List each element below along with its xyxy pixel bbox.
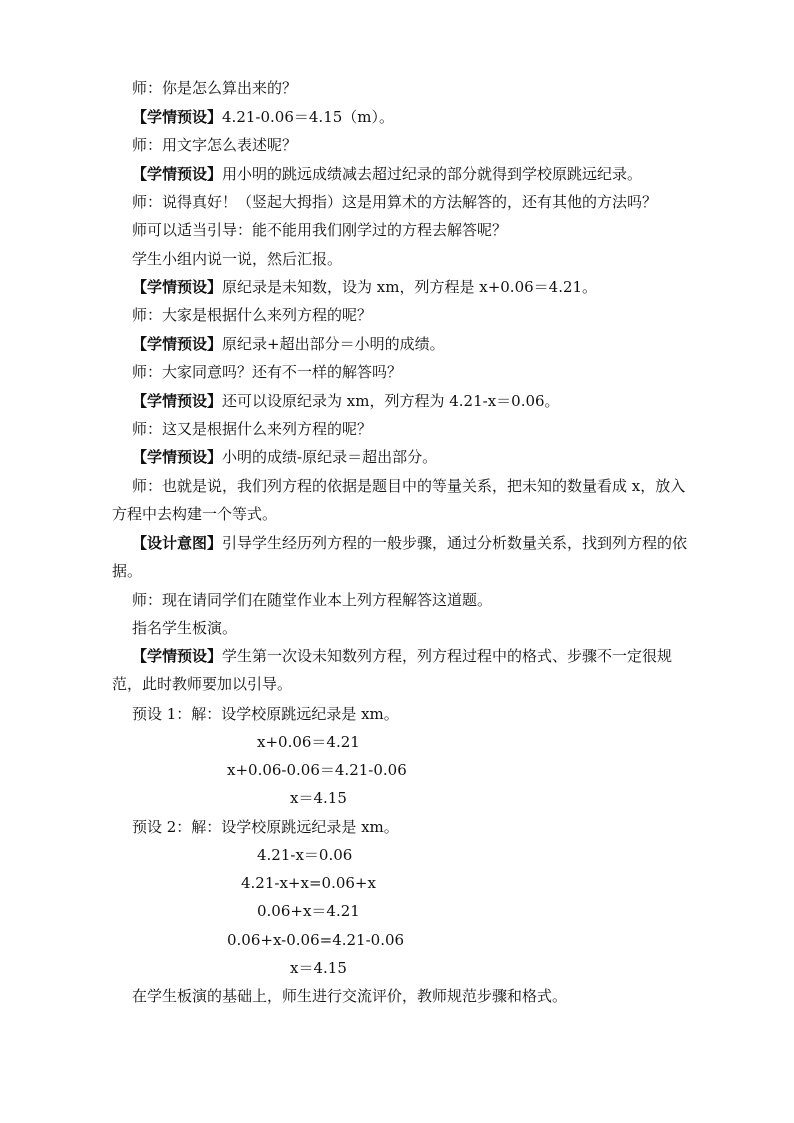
text-line: 预设 2：解：设学校原跳远纪录是 xm。 bbox=[132, 818, 399, 836]
line-text: 引导学生经历列方程的一般步骤，通过分析数量关系，找到列方程的依据。 bbox=[112, 534, 688, 581]
equation-step: x＝4.15 bbox=[290, 789, 347, 807]
text-line: 师：用文字怎么表述呢？ bbox=[132, 136, 298, 154]
text-line bbox=[132, 333, 692, 355]
text-line: 师：说得真好！（竖起大拇指）这是用算术的方法解答的，还有其他的方法吗？ bbox=[132, 193, 658, 211]
tag-preset: 【学情预设】 bbox=[132, 647, 223, 665]
text-line: 预设 1：解：设学校原跳远纪录是 xm。 bbox=[132, 705, 399, 723]
text-line: 指名学生板演。 bbox=[132, 619, 238, 637]
line-text: 还可以设原纪录为 xm，列方程为 4.21-x＝0.06。 bbox=[222, 392, 560, 410]
tag-preset: 【学情预设】 bbox=[132, 335, 223, 353]
text-paragraph: 师：也就是说，我们列方程的依据是题目中的等量关系，把未知的数量看成 x，放入方程中去构建一个等式。 bbox=[112, 477, 686, 524]
equation-step: x+0.06-0.06＝4.21-0.06 bbox=[227, 761, 407, 779]
line-text: 学生第一次设未知数列方程，列方程过程中的格式、步骤不一定很规范，此时教师要加以引导。 bbox=[112, 647, 673, 694]
text-line bbox=[132, 163, 692, 185]
line-text: 用小明的跳远成绩减去超过纪录的部分就得到学校原跳远纪录。 bbox=[222, 165, 643, 183]
line-text: 4.21-0.06＝4.15（m）。 bbox=[222, 108, 395, 126]
text-line bbox=[132, 276, 692, 298]
equation-step: 4.21-x＝0.06 bbox=[257, 846, 353, 864]
tag-preset: 【学情预设】 bbox=[132, 165, 223, 183]
text-line: 师：你是怎么算出来的？ bbox=[132, 79, 298, 97]
text-line: 师可以适当引导：能不能用我们刚学过的方程去解答呢？ bbox=[132, 221, 508, 239]
equation-step: x+0.06＝4.21 bbox=[257, 733, 360, 751]
equation-step: 4.21-x+x=0.06+x bbox=[241, 874, 376, 892]
tag-preset: 【学情预设】 bbox=[132, 278, 223, 296]
equation-step: 0.06+x＝4.21 bbox=[257, 902, 360, 920]
text-line: 师：现在请同学们在随堂作业本上列方程解答这道题。 bbox=[132, 591, 493, 609]
text-line: 师：这又是根据什么来列方程的呢？ bbox=[132, 420, 373, 438]
tag-preset: 【学情预设】 bbox=[132, 448, 223, 466]
text-line: 师：大家同意吗？还有不一样的解答吗？ bbox=[132, 363, 403, 381]
text-line bbox=[132, 446, 692, 468]
text-line bbox=[132, 106, 692, 128]
line-text: 原纪录是未知数，设为 xm，列方程是 x+0.06＝4.21。 bbox=[222, 278, 598, 296]
tag-design: 【设计意图】 bbox=[132, 534, 223, 552]
equation-step: 0.06+x-0.06=4.21-0.06 bbox=[227, 931, 405, 949]
tag-preset: 【学情预设】 bbox=[132, 392, 223, 410]
line-text: 原纪录+超出部分＝小明的成绩。 bbox=[222, 335, 445, 353]
text-paragraph bbox=[112, 529, 692, 586]
text-line bbox=[132, 390, 692, 412]
tag-preset: 【学情预设】 bbox=[132, 108, 223, 126]
text-line: 师：大家是根据什么来列方程的呢？ bbox=[132, 306, 373, 324]
text-paragraph bbox=[112, 642, 692, 699]
text-line: 在学生板演的基础上，师生进行交流评价，教师规范步骤和格式。 bbox=[132, 987, 568, 1005]
line-text: 小明的成绩-原纪录＝超出部分。 bbox=[222, 448, 438, 466]
equation-step: x＝4.15 bbox=[290, 959, 347, 977]
text-line: 学生小组内说一说，然后汇报。 bbox=[132, 250, 343, 268]
